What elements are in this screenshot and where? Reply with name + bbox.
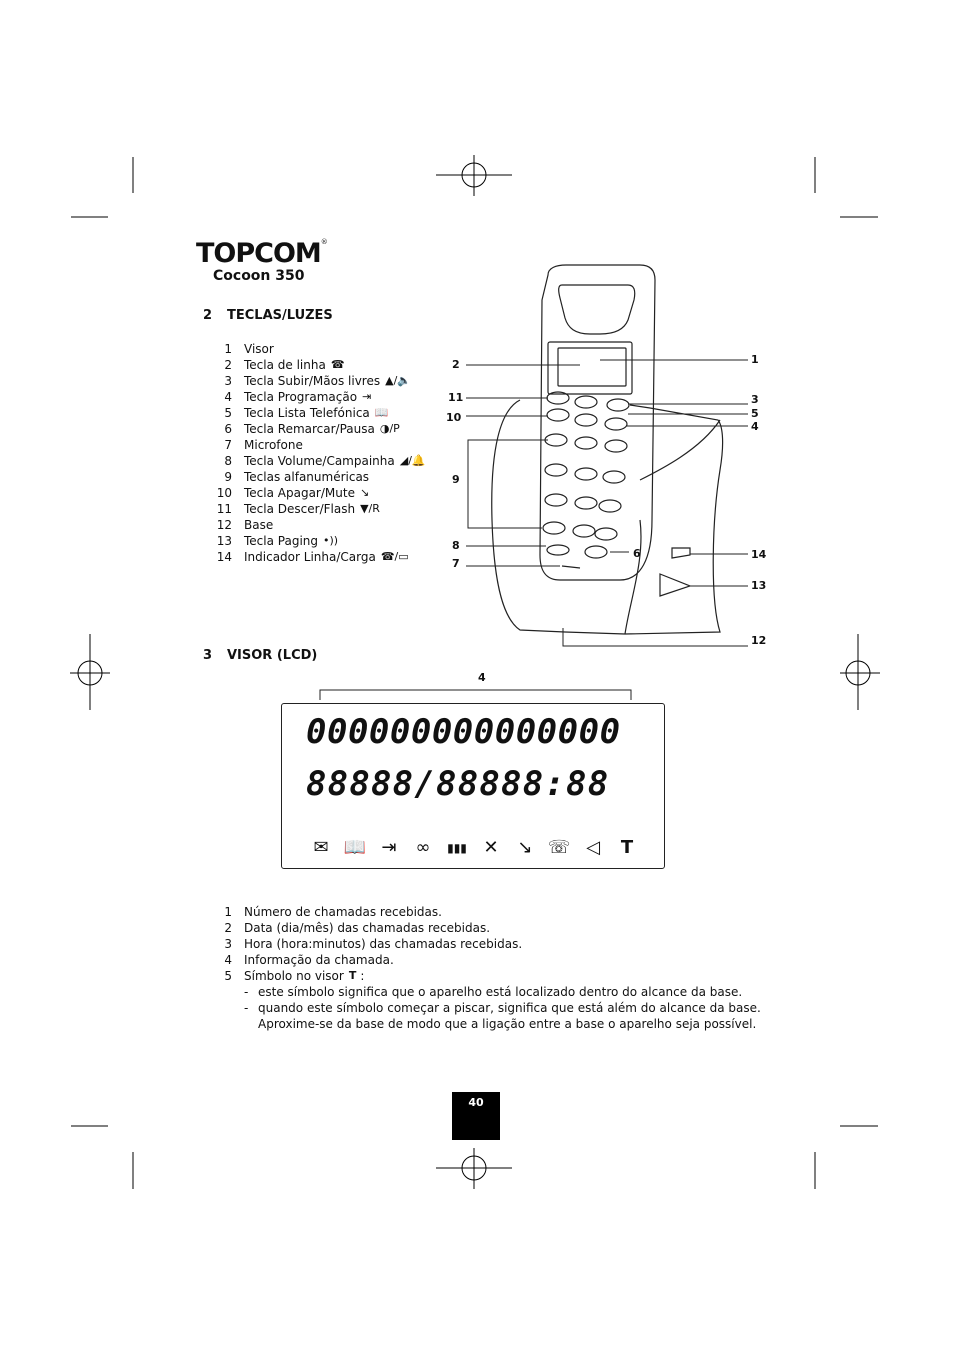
- item-label: Tecla Lista Telefónica: [244, 406, 370, 420]
- delete-mute-icon: ↘: [359, 486, 370, 499]
- program-icon: ⇥: [362, 390, 372, 403]
- item-label: Tecla Remarcar/Pausa: [244, 422, 375, 436]
- item-text: Informação da chamada.: [244, 953, 394, 967]
- paging-button: [660, 574, 690, 596]
- registered-mark: ®: [320, 238, 327, 246]
- up-handsfree-icon: ▲/🔈: [385, 374, 411, 387]
- model-name: Cocoon 350: [213, 268, 305, 284]
- callout-11: 11: [448, 391, 464, 404]
- callout-2: 2: [452, 358, 460, 371]
- bullet-item: [214, 1016, 761, 1032]
- item-text: Número de chamadas recebidas.: [244, 905, 442, 919]
- line-charge-icon: ☎/▭: [380, 550, 409, 563]
- line-charge-indicator: [672, 548, 690, 558]
- bullet-text: este símbolo significa que o aparelho está localizado dentro do alcance da base.: [258, 985, 743, 999]
- lcd-number-line: 000000000000000: [306, 712, 621, 752]
- item-number: 4: [224, 390, 232, 404]
- item-label: Indicador Linha/Carga: [244, 550, 376, 564]
- mute-icon: ↘: [517, 837, 533, 858]
- section-lcd-title: [203, 648, 317, 663]
- lcd-datetime-line: 88888/88888:88: [306, 764, 610, 804]
- item-suffix: :: [360, 969, 365, 983]
- bullet-text: quando este símbolo começar a piscar, significa que está além do alcance da base.: [258, 1001, 761, 1015]
- callout-3: 3: [751, 393, 759, 406]
- bullet-item: - quando este símbolo começar a piscar, significa que está além do alcance da base.: [244, 1001, 761, 1015]
- antenna-icon: T: [348, 969, 357, 982]
- handset-user-icon: ☏: [547, 837, 571, 858]
- handset-display-inner: [558, 348, 626, 386]
- section-title-text: TECLAS/LUZES: [227, 308, 333, 323]
- earpiece: [559, 285, 635, 334]
- section-title-text: VISOR (LCD): [227, 648, 318, 663]
- callout-5: 5: [751, 407, 759, 420]
- item-number: 3: [224, 937, 232, 951]
- section-number: 3: [203, 648, 213, 663]
- speaker-icon: ◁: [586, 837, 600, 858]
- item-number: 3: [224, 374, 232, 388]
- item-label: Microfone: [244, 438, 303, 452]
- antenna-icon: T: [620, 837, 634, 858]
- item-text: Símbolo no visor: [244, 969, 344, 983]
- callout-14: 14: [751, 548, 767, 561]
- item-number: 8: [224, 454, 232, 468]
- lcd-explanations: [214, 904, 761, 1032]
- phonebook-icon: 📖: [343, 837, 367, 858]
- item-label: Tecla Apagar/Mute: [244, 486, 355, 500]
- base-edge: [640, 420, 720, 480]
- item-label: Tecla Subir/Mãos livres: [244, 374, 381, 388]
- callout-6: 6: [633, 547, 641, 560]
- item-label: Tecla Volume/Campainha: [244, 454, 395, 468]
- lcd-panel: [281, 703, 665, 869]
- item-number: 12: [216, 518, 232, 532]
- item-number: 4: [224, 953, 232, 967]
- callout-12: 12: [751, 634, 767, 647]
- item-number: 14: [216, 550, 232, 564]
- item-number: 5: [224, 406, 232, 420]
- base-outline: [492, 400, 723, 634]
- callout-4: 4: [751, 420, 759, 433]
- lcd-bracket: [320, 690, 631, 700]
- item-number: 7: [224, 438, 232, 452]
- list-item: [214, 904, 761, 920]
- line-key-icon: ☎: [330, 358, 345, 371]
- volume-ringer-icon: ◢/🔔: [399, 454, 426, 467]
- page-number: 40: [452, 1092, 500, 1140]
- redial-pause-icon: ◑/P: [379, 422, 400, 435]
- phonebook-icon: 📖: [374, 406, 389, 419]
- item-number: 13: [216, 534, 232, 548]
- bullet-item: - este símbolo significa que o aparelho está localizado dentro do alcance da base.: [244, 985, 743, 999]
- item-label: Tecla Paging: [244, 534, 318, 548]
- voicemail-icon: ∞: [415, 837, 431, 858]
- ringer-off-icon: ✕: [483, 837, 499, 858]
- lcd-icon-row: [304, 838, 644, 858]
- item-number: 10: [216, 486, 232, 500]
- item-text: Data (dia/mês) das chamadas recebidas.: [244, 921, 491, 935]
- item-number: 9: [224, 470, 232, 484]
- item-label: Tecla Programação: [244, 390, 358, 404]
- item-label: Base: [244, 518, 274, 532]
- callout-7: 7: [452, 557, 460, 570]
- item-text: Hora (hora:minutos) das chamadas recebidas.: [244, 937, 523, 951]
- callout-8: 8: [452, 539, 460, 552]
- program-icon: ⇥: [381, 837, 397, 858]
- list-item: [214, 968, 761, 984]
- item-number: 1: [224, 905, 232, 919]
- item-label: Tecla de linha: [244, 358, 326, 372]
- item-number: 5: [224, 969, 232, 983]
- list-item: [214, 920, 761, 936]
- callout-10: 10: [446, 411, 462, 424]
- bullet-text: Aproxime-se da base de modo que a ligação entre a base o aparelho seja possível.: [258, 1017, 757, 1031]
- list-item: [214, 952, 761, 968]
- callout-1: 1: [751, 353, 759, 366]
- keypad: [543, 392, 629, 568]
- down-flash-icon: ▼/R: [360, 502, 380, 515]
- item-number: 1: [224, 342, 232, 356]
- callout-13: 13: [751, 579, 767, 592]
- item-number: 11: [216, 502, 232, 516]
- paging-icon: •)): [323, 534, 339, 547]
- item-label: Tecla Descer/Flash: [244, 502, 356, 516]
- brand-name: TOPCOM: [196, 238, 321, 269]
- item-label: Visor: [244, 342, 274, 356]
- section-number: 2: [203, 308, 213, 323]
- battery-icon: ▮▮▮: [447, 841, 467, 855]
- handset-outline: [540, 265, 655, 580]
- lcd-bracket-label: 4: [478, 671, 486, 684]
- item-label: Teclas alfanuméricas: [244, 470, 370, 484]
- callout-9: 9: [452, 473, 460, 486]
- item-number: 6: [224, 422, 232, 436]
- list-item: [214, 936, 761, 952]
- item-number: 2: [224, 921, 232, 935]
- item-number: 2: [224, 358, 232, 372]
- envelope-icon: ✉: [313, 837, 329, 858]
